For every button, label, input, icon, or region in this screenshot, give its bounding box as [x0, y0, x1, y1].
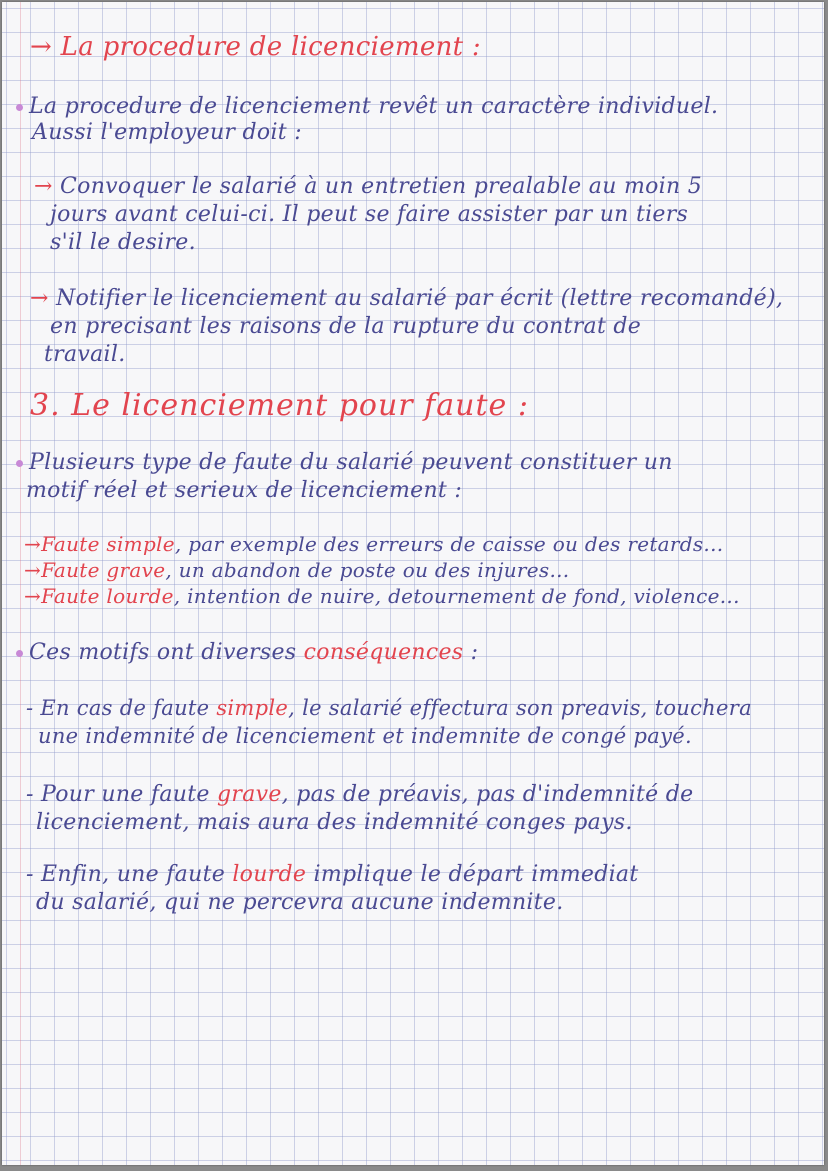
bullet-icon	[16, 104, 23, 111]
arrow-icon: →	[24, 532, 42, 556]
bullet-icon	[16, 650, 23, 657]
fault-grave-text: , un abandon de poste ou des injures...	[165, 558, 570, 582]
arrow-icon: →	[30, 32, 53, 62]
fault-lourde-text: , intention de nuire, detournement de fond, violence...	[173, 584, 740, 608]
item-notifier-line2: en precisant les raisons de la rupture du contrat de	[50, 314, 642, 339]
consequence-simple-after: , le salarié effectura son preavis, touchera	[288, 696, 752, 720]
paragraph-consequences	[16, 640, 478, 665]
consequence-grave-highlight: grave	[217, 782, 282, 807]
item-convoquer-line3: s'il le desire.	[50, 230, 196, 255]
heading-procedure-text: La procedure de licenciement :	[60, 32, 481, 62]
heading-faute: 3. Le licenciement pour faute :	[30, 388, 529, 423]
consequence-grave-before: Pour une faute	[41, 782, 217, 807]
consequence-grave-line1: - Pour une faute grave, pas de préavis, pas d'indemnité de	[26, 782, 694, 807]
consequence-grave-after: , pas de préavis, pas d'indemnité de	[281, 782, 694, 807]
consequence-lourde-line1: - Enfin, une faute lourde implique le départ immediat	[26, 862, 639, 887]
fault-simple-text: , par exemple des erreurs de caisse ou des retards...	[174, 532, 724, 556]
paragraph-types-text1: Plusieurs type de faute du salarié peuvent constituer un	[29, 450, 673, 475]
item-convoquer-line1	[34, 174, 702, 199]
item-notifier-line1	[30, 286, 783, 311]
fault-lourde	[24, 584, 740, 608]
fault-lourde-label: Faute lourde	[41, 584, 174, 608]
fault-grave-label: Faute grave	[41, 558, 166, 582]
arrow-icon: →	[34, 174, 53, 199]
heading-procedure	[30, 32, 481, 62]
consequence-lourde-before: Enfin, une faute	[41, 862, 233, 887]
consequence-grave-line2: licenciement, mais aura des indemnité conges pays.	[36, 810, 633, 835]
notebook-page	[2, 2, 824, 1165]
arrow-icon: →	[30, 286, 49, 311]
paragraph-types-line2: motif réel et serieux de licenciement :	[26, 478, 463, 503]
consequence-simple-before: En cas de faute	[40, 696, 217, 720]
paragraph-consequences-before: Ces motifs ont diverses	[29, 640, 304, 665]
fault-simple	[24, 532, 723, 556]
fault-simple-label: Faute simple	[41, 532, 175, 556]
item-notifier-line3: travail.	[44, 342, 126, 367]
paragraph-consequences-highlight: conséquences	[303, 640, 464, 665]
paragraph-types-line1	[16, 450, 673, 475]
consequence-simple-line1: - En cas de faute simple, le salarié effectura son preavis, touchera	[26, 696, 752, 720]
paragraph-intro-line2: Aussi l'employeur doit :	[32, 120, 302, 145]
consequence-lourde-line2: du salarié, qui ne percevra aucune indemnite.	[36, 890, 564, 915]
bullet-icon	[16, 460, 23, 467]
consequence-simple-line2: une indemnité de licenciement et indemnite de congé payé.	[38, 724, 692, 748]
item-convoquer-line2: jours avant celui-ci. Il peut se faire assister par un tiers	[50, 202, 689, 227]
consequence-lourde-after: implique le départ immediat	[306, 862, 639, 887]
item-notifier-text1: Notifier le licenciement au salarié par écrit (lettre recomandé),	[56, 286, 784, 311]
item-convoquer-text1: Convoquer le salarié à un entretien prealable au moin 5	[60, 174, 703, 199]
paragraph-intro-text1: La procedure de licenciement revêt un caractère individuel.	[29, 94, 719, 119]
consequence-lourde-highlight: lourde	[232, 862, 307, 887]
page-margin-line	[20, 2, 21, 1165]
arrow-icon: →	[24, 584, 42, 608]
paragraph-intro-line1	[16, 94, 718, 119]
paragraph-consequences-after: :	[463, 640, 479, 665]
consequence-simple-highlight: simple	[216, 696, 289, 720]
arrow-icon: →	[24, 558, 42, 582]
fault-grave	[24, 558, 569, 582]
